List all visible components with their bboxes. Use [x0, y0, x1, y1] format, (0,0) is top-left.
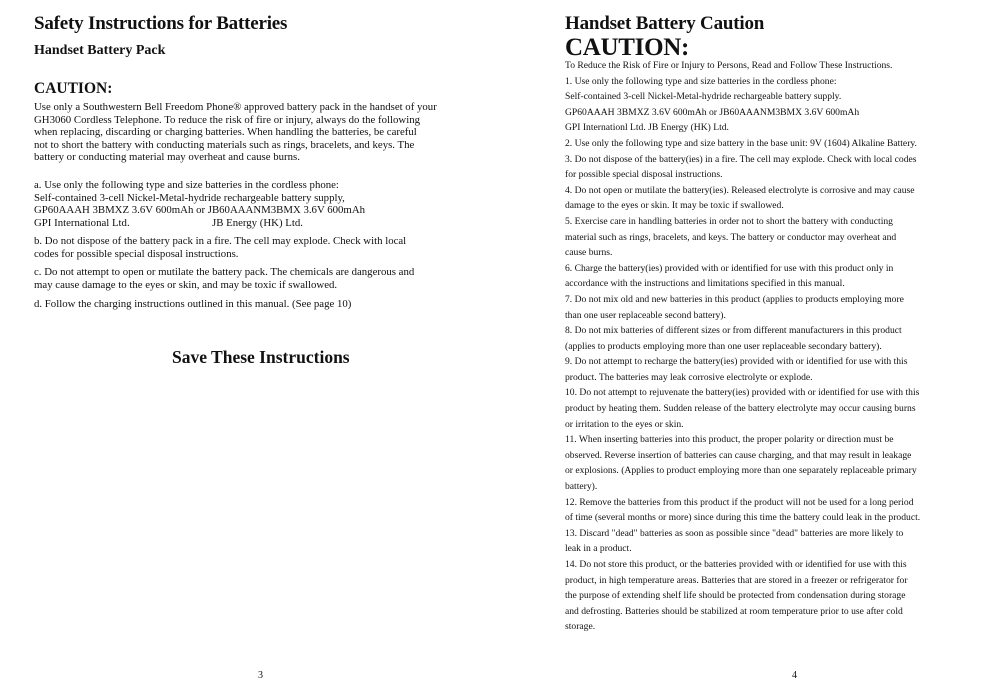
caution-heading-right: CAUTION: — [565, 34, 689, 61]
page-title: Safety Instructions for Batteries — [34, 13, 288, 34]
manufacturer-jb: JB Energy (HK) Ltd. — [212, 217, 303, 229]
page-number-left: 3 — [258, 670, 263, 681]
list-item-b: b. Do not dispose of the battery pack in a fire. The cell may explode. Check with local codes for possible special disposal instructions. — [34, 235, 407, 260]
list-item-a: a. Use only the following type and size batteries in the cordless phone: Self-contained 3-cell Nickel-Metal-hydride rechargeable battery supply, GP60AAAH 3BMXZ 3.6V 600mAh or JB60AAANM3BMX 3.6V 600mAh — [34, 179, 366, 217]
page-number-right: 4 — [792, 670, 797, 681]
intro-paragraph: Use only a Southwestern Bell Freedom Phone® approved battery pack in the handset of your GH3060 Cordless Telephone. To reduce the risk of fire or injury, always do the following when replacing, discarding or charging batteries. When handling the batteries, be careful not to short the battery with conducting materials such as rings, bracelets, and keys. The battery or conducting material may overheat and cause burns. — [34, 101, 437, 164]
list-item-d: d. Follow the charging instructions outlined in this manual. (See page 10) — [34, 298, 352, 310]
caution-heading: CAUTION: — [34, 80, 113, 97]
manufacturer-gpi: GPI International Ltd. — [34, 217, 130, 229]
manufacturer-row — [34, 217, 494, 230]
right-page — [500, 0, 1000, 700]
save-instructions-heading: Save These Instructions — [172, 347, 350, 367]
caution-instruction-list: To Reduce the Risk of Fire or Injury to Persons, Read and Follow These Instructions. 1. Use only the following type and size batteries in the cordless phone: Self-contained 3-cell Nickel-Metal-hydride rechargeable battery supply. GP60AAAH 3BMXZ 3.6V 600mAh or JB60AAANM3BMX 3.6V 600mAh GPI Internationl Ltd. JB Energy (HK) Ltd. 2. Use only the following type and size battery in the base unit: 9V (1604) Alkaline Battery. 3. Do not dispose of the battery(ies) in a fire. The cell may explode. Check with local codes for possible special disposal instructions. 4. Do not open or mutilate the battery(ies). Released electrolyte is corrosive and may cause damage to the eyes or skin. It may be toxic if swallowed. 5. Exercise care in handling batteries in order not to short the battery with conducting material such as rings, bracelets, and keys. The battery or conductor may overheat and cause burns. 6. Charge the battery(ies) provided with or identified for use with this product only in accordance with the instructions and limitations specified in this manual. 7. Do not mix old and new batteries in this product (applies to products employing more than one user replaceable second battery). 8. Do not mix batteries of different sizes or from different manufacturers in this product (applies to products employing more than one user replaceable secondary battery). 9. Do not attempt to recharge the battery(ies) provided with or identified for use with this product. The batteries may leak corrosive electrolyte or explode. 10. Do not attempt to rejuvenate the battery(ies) provided with or identified for use with this product by heating them. Sudden release of the battery electrolyte may occur causing burns or irritation to the eyes or skin. 11. When inserting batteries into this product, the proper polarity or direction must be observed. Reverse insertion of batteries can cause charging, and that may result in leakage or explosions. (Applies to product employing more than one separately replaceable primary battery). 12. Remove the batteries from this product if the product will not be used for a long period of time (several months or more) since during this time the battery could leak in the product. 13. Discard "dead" batteries as soon as possible since "dead" batteries are more likely to leak in a product. 14. Do not store this product, or the batteries provided with or identified for use with this product, in high temperature areas. Batteries that are stored in a freezer or refrigerator for the purpose of extending shelf life should be protected from condensation during storage and defrosting. Batteries should be stabilized at room temperature prior to use after cold storage. — [565, 60, 921, 633]
section-subtitle: Handset Battery Pack — [34, 43, 166, 58]
page-title-right: Handset Battery Caution — [565, 13, 765, 34]
list-item-c: c. Do not attempt to open or mutilate the battery pack. The chemicals are dangerous and may cause damage to the eyes or skin, and may be toxic if swallowed. — [34, 266, 415, 291]
